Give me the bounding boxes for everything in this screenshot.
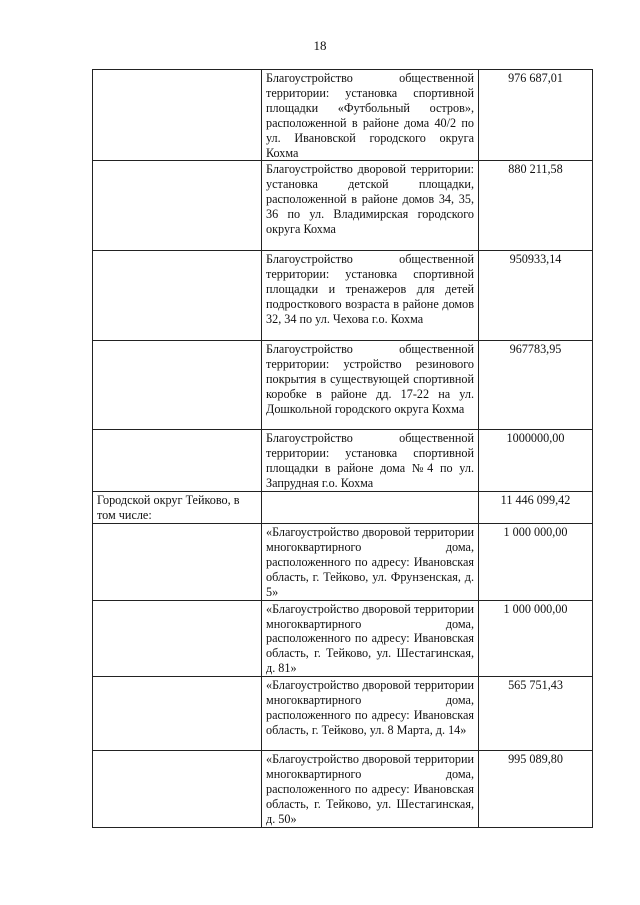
description-text: Благоустройство общественной территории: установка спортивной площадки и тренажеров для детей подросткового возраста в районе домов 32, 34 по ул. Чехова г.о. Кохма: [266, 252, 474, 327]
table-row: [93, 600, 593, 677]
area-cell: [93, 251, 262, 341]
amount-cell: 565 751,43: [479, 677, 593, 751]
description-text: «Благоустройство дворовой территории многоквартирного дома, расположенного по адресу: Ивановская область, г. Тейково, ул. 8 Марта, д. 14»: [266, 678, 474, 737]
table-row: [93, 524, 593, 601]
funding-table: [92, 69, 593, 828]
amount-cell: 950933,14: [479, 251, 593, 341]
description-cell: [262, 492, 479, 524]
amount-cell: 1 000 000,00: [479, 524, 593, 601]
description-text: Благоустройство общественной территории: устройство резинового покрытия в существующей спортивной коробке в районе дд. 17-22 на ул. Дошкольной городского округа Кохма: [266, 342, 474, 417]
description-text: «Благоустройство дворовой территории многоквартирного дома, расположенного по адресу: Ивановская область, г. Тейково, ул. Шестагинская, д. 81»: [266, 601, 474, 676]
page-number: 18: [313, 38, 327, 53]
table-row: [93, 161, 593, 251]
description-text: Благоустройство дворовой территории: установка детской площадки, расположенной в районе домов 34, 35, 36 по ул. Владимирская городского округа Кохма: [266, 162, 474, 237]
district-cell: Городской округ Тейково, в том числе:: [93, 492, 262, 524]
description-text: «Благоустройство дворовой территории многоквартирного дома, расположенного по адресу: Ивановская область, г. Тейково, ул. Шестагинская, д. 50»: [266, 752, 474, 826]
area-cell: [93, 751, 262, 828]
table-row: [93, 341, 593, 430]
amount-cell: 995 089,80: [479, 751, 593, 828]
amount-cell: 976 687,01: [479, 70, 593, 161]
area-cell: [93, 70, 262, 161]
description-cell: [262, 600, 479, 677]
description-cell: [262, 430, 479, 492]
description-cell: [262, 161, 479, 251]
table-row: [93, 751, 593, 828]
description-text: Благоустройство общественной территории: установка спортивной площадки в районе дома №4 по ул. Запрудная г.о. Кохма: [266, 431, 474, 491]
amount-cell: 967783,95: [479, 341, 593, 430]
area-cell: [93, 600, 262, 677]
amount-cell: 880 211,58: [479, 161, 593, 251]
description-cell: [262, 677, 479, 751]
district-total-cell: 11 446 099,42: [479, 492, 593, 524]
description-text: Благоустройство общественной территории: установка спортивной площадки «Футбольный остров», расположенной в районе дома 40/2 по ул. Ивановской городского округа Кохма: [266, 71, 474, 160]
area-cell: [93, 161, 262, 251]
table-row: [93, 677, 593, 751]
table-row: [93, 251, 593, 341]
table-row: [93, 70, 593, 161]
area-cell: [93, 524, 262, 601]
description-cell: [262, 751, 479, 828]
description-cell: [262, 70, 479, 161]
description-cell: [262, 524, 479, 601]
description-cell: [262, 341, 479, 430]
area-cell: [93, 430, 262, 492]
amount-cell: 1000000,00: [479, 430, 593, 492]
table-row-district: [93, 492, 593, 524]
description-text: «Благоустройство дворовой территории многоквартирного дома, расположенного по адресу: Ивановская область, г. Тейково, ул. Фрунзенская, д. 5»: [266, 525, 474, 599]
table-row: [93, 430, 593, 492]
area-cell: [93, 341, 262, 430]
description-cell: [262, 251, 479, 341]
amount-cell: 1 000 000,00: [479, 600, 593, 677]
area-cell: [93, 677, 262, 751]
